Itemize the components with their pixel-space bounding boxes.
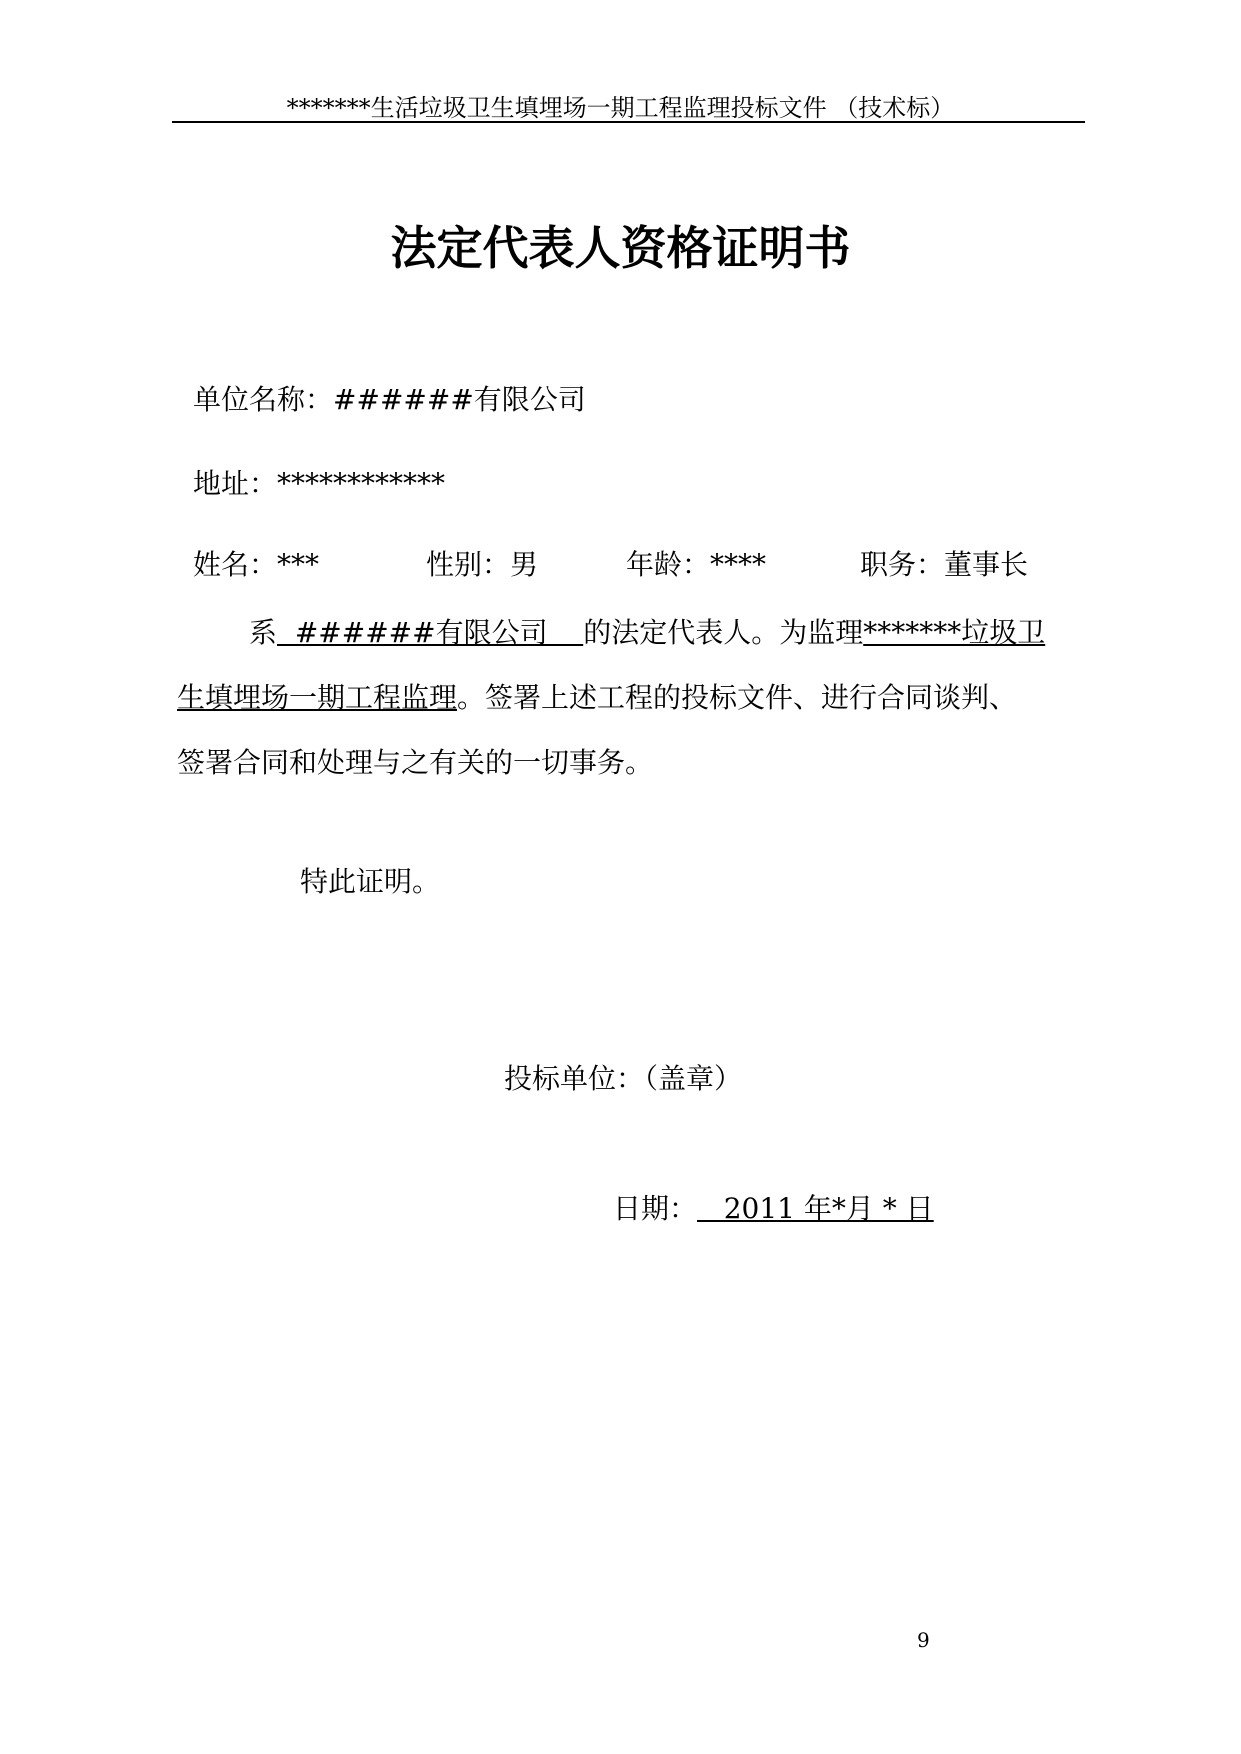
name-value: *** <box>277 548 320 581</box>
gender-label: 性别： <box>426 548 511 581</box>
age-label: 年龄： <box>626 548 711 581</box>
age-value: **** <box>710 548 767 581</box>
unit-name-label: 单位名称： <box>193 383 334 416</box>
unit-name-value: ######有限公司 <box>333 383 586 416</box>
gender-value: 男 <box>510 548 539 581</box>
statement-prefix: 系 <box>249 616 278 649</box>
statement-line-3: 签署合同和处理与之有关的一切事务。 <box>177 746 654 779</box>
statement-line-1 <box>177 600 1087 665</box>
unit-name-field <box>193 378 586 418</box>
statement-mid: 的法定代表人。为监理 <box>583 616 864 649</box>
project-name-underlined-part1: *******垃圾卫 <box>863 616 1046 649</box>
certification-text: 特此证明。 <box>300 865 441 898</box>
name-label: 姓名： <box>193 548 278 581</box>
address-value: ************ <box>277 467 446 500</box>
name-field <box>193 543 319 583</box>
address-label: 地址： <box>193 467 278 500</box>
statement-paragraph <box>177 600 1087 795</box>
gender-field <box>426 543 538 583</box>
header-divider <box>172 121 1085 123</box>
statement-line-2 <box>177 665 1087 730</box>
position-label: 职务： <box>860 548 945 581</box>
address-field <box>193 462 445 502</box>
position-value: 董事长 <box>944 548 1029 581</box>
age-field <box>626 543 766 583</box>
date-line <box>613 1187 934 1227</box>
project-name-underlined-part2: 生填埋场一期工程监理 <box>177 681 458 714</box>
company-name-underlined: ######有限公司 <box>277 616 584 649</box>
date-label: 日期： <box>613 1192 698 1225</box>
date-value: 2011 年*月 * 日 <box>697 1192 934 1225</box>
statement-rest: 。签署上述工程的投标文件、进行合同谈判、 <box>457 681 1018 714</box>
page-number: 9 <box>917 1628 930 1652</box>
document-title: 法定代表人资格证明书 <box>390 221 851 275</box>
page-header: *******生活垃圾卫生填埋场一期工程监理投标文件 （技术标） <box>286 94 955 122</box>
position-field <box>860 543 1028 583</box>
bidder-seal-line: 投标单位：（盖章） <box>504 1062 743 1095</box>
